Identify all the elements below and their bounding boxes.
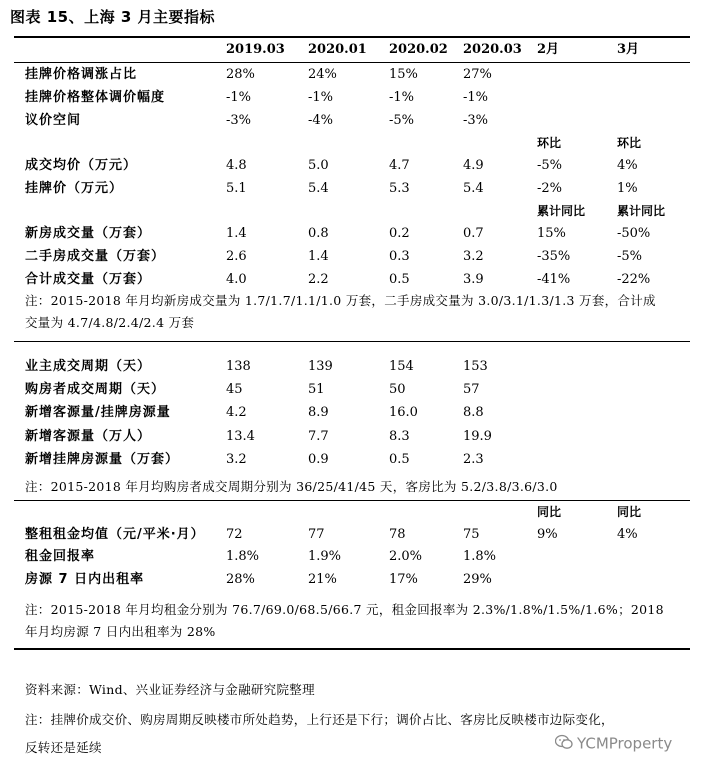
note-line: 注：2015-2018 年月均新房成交量为 1.7/1.7/1.1/1.0 万套，二手房成交量为 3.0/3.1/1.3/1.3 万套，合计成 bbox=[25, 293, 656, 308]
bottom-rule bbox=[14, 648, 690, 650]
row-label: 新增客源量/挂牌房源量 bbox=[25, 405, 171, 420]
col-header: 3月 bbox=[617, 42, 640, 57]
section-rule bbox=[14, 341, 690, 342]
cell: 2.2 bbox=[308, 272, 329, 287]
cell: -5% bbox=[617, 249, 643, 264]
cell: 4.8 bbox=[226, 158, 247, 173]
cell: 1% bbox=[617, 181, 638, 196]
note-line: 交量为 4.7/4.8/2.4/2.4 万套 bbox=[25, 315, 195, 330]
cell: 8.9 bbox=[308, 405, 329, 420]
cell: 21% bbox=[308, 572, 337, 587]
cell: 4.7 bbox=[389, 158, 410, 173]
cell: -1% bbox=[308, 90, 334, 105]
cell: 138 bbox=[226, 359, 251, 374]
cell: 4% bbox=[617, 527, 638, 542]
row-label: 成交均价（万元） bbox=[25, 158, 138, 173]
cell: 4.0 bbox=[226, 272, 247, 287]
cell: -2% bbox=[537, 181, 563, 196]
cell: 4.2 bbox=[226, 405, 247, 420]
sub-header-cum: 累计同比 bbox=[537, 204, 586, 218]
cell: 0.7 bbox=[463, 226, 484, 241]
figure-title: 图表 15、上海 3 月主要指标 bbox=[10, 8, 215, 26]
wechat-icon bbox=[555, 734, 573, 754]
header-row bbox=[0, 40, 709, 60]
table-row bbox=[0, 570, 709, 590]
row-label: 挂牌价（万元） bbox=[25, 181, 124, 196]
row-label: 新房成交量（万套） bbox=[25, 226, 152, 241]
cell: 75 bbox=[463, 527, 480, 542]
header-rule bbox=[14, 62, 690, 63]
table-row bbox=[0, 450, 709, 470]
sub-header-cum: 累计同比 bbox=[617, 204, 666, 218]
cell: 5.1 bbox=[226, 181, 247, 196]
col-header: 2月 bbox=[537, 42, 560, 57]
table-row bbox=[0, 357, 709, 377]
row-label: 业主成交周期（天） bbox=[25, 359, 152, 374]
row-label: 整租租金均值（元/平米·月） bbox=[25, 527, 205, 542]
cell: 19.9 bbox=[463, 429, 492, 444]
table-row bbox=[0, 247, 709, 267]
table-row bbox=[0, 88, 709, 108]
cell: -1% bbox=[463, 90, 489, 105]
cell: 5.4 bbox=[308, 181, 329, 196]
sub-header-mom: 环比 bbox=[537, 136, 562, 150]
cell: 153 bbox=[463, 359, 488, 374]
cell: 0.2 bbox=[389, 226, 410, 241]
footer-note-line2: 反转还是延续 bbox=[25, 740, 102, 755]
sub-header-row bbox=[0, 502, 709, 522]
cell: 7.7 bbox=[308, 429, 329, 444]
note-line: 注：2015-2018 年月均租金分别为 76.7/69.0/68.5/66.7 元，租金回报率为 2.3%/1.8%/1.5%/1.6%；2018 bbox=[25, 602, 664, 617]
table-row bbox=[0, 179, 709, 199]
cell: 27% bbox=[463, 67, 492, 82]
table-row bbox=[0, 380, 709, 400]
cell: 77 bbox=[308, 527, 325, 542]
row-label: 二手房成交量（万套） bbox=[25, 249, 166, 264]
row-label: 新增客源量（万人） bbox=[25, 429, 152, 444]
cell: 5.3 bbox=[389, 181, 410, 196]
sub-header-row bbox=[0, 201, 709, 221]
cell: -3% bbox=[226, 113, 252, 128]
table-row bbox=[0, 270, 709, 290]
cell: 2.0% bbox=[389, 549, 423, 564]
cell: 78 bbox=[389, 527, 406, 542]
row-label: 房源 7 日内出租率 bbox=[25, 572, 145, 587]
row-label: 新增挂牌房源量（万套） bbox=[25, 452, 180, 467]
cell: -4% bbox=[308, 113, 334, 128]
table-row bbox=[0, 65, 709, 85]
cell: 4.9 bbox=[463, 158, 484, 173]
table-row bbox=[0, 547, 709, 567]
cell: -50% bbox=[617, 226, 651, 241]
cell: 2.3 bbox=[463, 452, 484, 467]
top-rule bbox=[14, 36, 690, 38]
section3-note bbox=[25, 599, 695, 643]
cell: -1% bbox=[389, 90, 415, 105]
cell: 1.4 bbox=[308, 249, 329, 264]
section1-note bbox=[25, 290, 695, 334]
cell: 45 bbox=[226, 382, 243, 397]
cell: 5.4 bbox=[463, 181, 484, 196]
cell: 0.9 bbox=[308, 452, 329, 467]
col-header: 2020.01 bbox=[308, 42, 367, 57]
table-row bbox=[0, 156, 709, 176]
cell: 3.9 bbox=[463, 272, 484, 287]
cell: 1.4 bbox=[226, 226, 247, 241]
cell: 0.8 bbox=[308, 226, 329, 241]
cell: 0.5 bbox=[389, 452, 410, 467]
cell: 9% bbox=[537, 527, 558, 542]
col-header: 2020.03 bbox=[463, 42, 522, 57]
cell: -22% bbox=[617, 272, 651, 287]
watermark bbox=[555, 734, 672, 754]
row-label: 议价空间 bbox=[25, 113, 82, 128]
col-header: 2020.02 bbox=[389, 42, 448, 57]
cell: 15% bbox=[537, 226, 566, 241]
col-header: 2019.03 bbox=[226, 42, 285, 57]
cell: 72 bbox=[226, 527, 243, 542]
note-line: 年月均房源 7 日内出租率为 28% bbox=[25, 624, 216, 639]
section2-note bbox=[25, 476, 695, 498]
cell: 2.6 bbox=[226, 249, 247, 264]
cell: 154 bbox=[389, 359, 414, 374]
cell: 17% bbox=[389, 572, 418, 587]
table-row bbox=[0, 111, 709, 131]
section-rule bbox=[14, 500, 690, 501]
sub-header-mom: 环比 bbox=[617, 136, 642, 150]
row-label: 挂牌价格调涨占比 bbox=[25, 67, 138, 82]
cell: 4% bbox=[617, 158, 638, 173]
source-line: 资料来源：Wind、兴业证券经济与金融研究院整理 bbox=[25, 682, 315, 697]
cell: 57 bbox=[463, 382, 480, 397]
sub-header-yoy: 同比 bbox=[537, 505, 562, 519]
note-line: 注：2015-2018 年月均购房者成交周期分别为 36/25/41/45 天，客房比为 5.2/3.8/3.6/3.0 bbox=[25, 479, 558, 494]
footer-note-line1: 注：挂牌价成交价、购房周期反映楼市所处趋势，上行还是下行；调价占比、客房比反映楼市边际变化， bbox=[25, 712, 614, 727]
row-label: 购房者成交周期（天） bbox=[25, 382, 166, 397]
cell: 139 bbox=[308, 359, 333, 374]
cell: -35% bbox=[537, 249, 571, 264]
table-row bbox=[0, 525, 709, 545]
cell: 28% bbox=[226, 67, 255, 82]
cell: 29% bbox=[463, 572, 492, 587]
cell: 28% bbox=[226, 572, 255, 587]
sub-header-yoy: 同比 bbox=[617, 505, 642, 519]
sub-header-row bbox=[0, 133, 709, 153]
cell: 3.2 bbox=[463, 249, 484, 264]
row-label: 合计成交量（万套） bbox=[25, 272, 152, 287]
cell: 1.9% bbox=[308, 549, 342, 564]
cell: -3% bbox=[463, 113, 489, 128]
cell: -41% bbox=[537, 272, 571, 287]
cell: 0.5 bbox=[389, 272, 410, 287]
cell: 50 bbox=[389, 382, 406, 397]
cell: 1.8% bbox=[226, 549, 260, 564]
table-row bbox=[0, 427, 709, 447]
cell: 0.3 bbox=[389, 249, 410, 264]
row-label: 租金回报率 bbox=[25, 549, 96, 564]
table-row bbox=[0, 224, 709, 244]
watermark-text: YCMProperty bbox=[577, 734, 673, 753]
cell: 16.0 bbox=[389, 405, 418, 420]
cell: -1% bbox=[226, 90, 252, 105]
cell: 8.3 bbox=[389, 429, 410, 444]
table-row bbox=[0, 403, 709, 423]
cell: 51 bbox=[308, 382, 325, 397]
row-label: 挂牌价格整体调价幅度 bbox=[25, 90, 166, 105]
cell: 13.4 bbox=[226, 429, 255, 444]
cell: 24% bbox=[308, 67, 337, 82]
cell: 1.8% bbox=[463, 549, 497, 564]
cell: 3.2 bbox=[226, 452, 247, 467]
cell: -5% bbox=[537, 158, 563, 173]
cell: -5% bbox=[389, 113, 415, 128]
cell: 5.0 bbox=[308, 158, 329, 173]
cell: 15% bbox=[389, 67, 418, 82]
cell: 8.8 bbox=[463, 405, 484, 420]
